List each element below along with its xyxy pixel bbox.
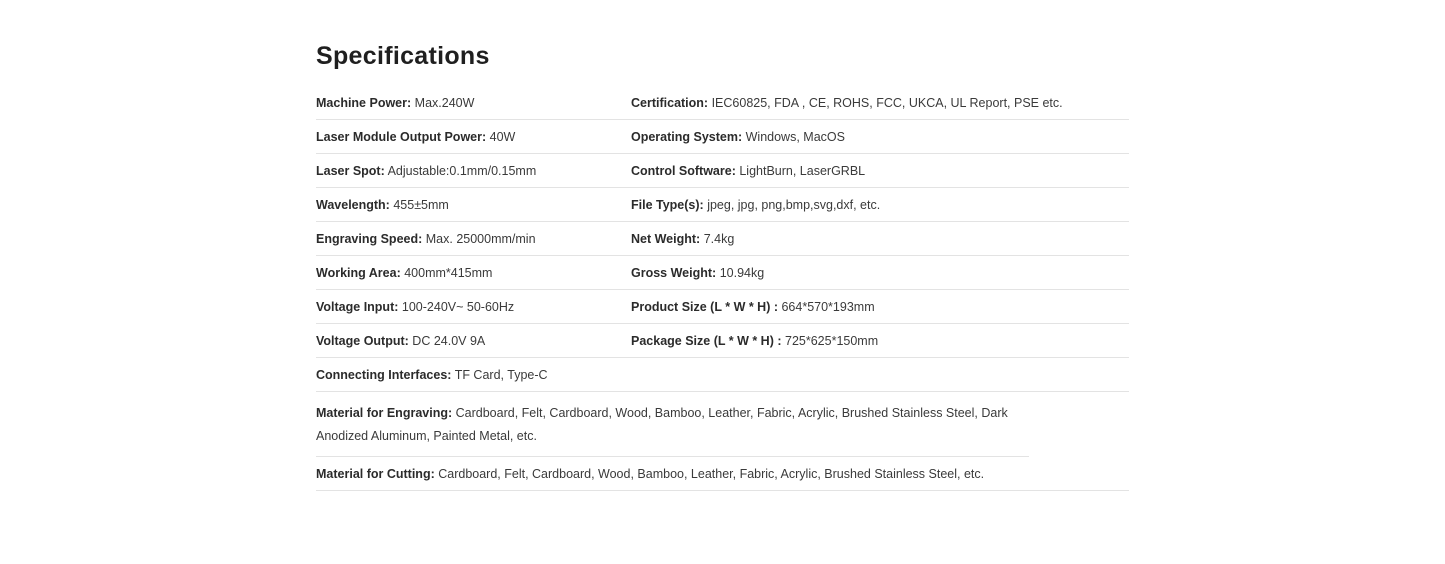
spec-product-size bbox=[631, 290, 875, 323]
spec-value: Max. 25000mm/min bbox=[425, 232, 536, 246]
spec-value: 455±5mm bbox=[393, 198, 449, 212]
spec-value: 725*625*150mm bbox=[785, 334, 879, 348]
spec-machine-power bbox=[316, 86, 474, 119]
spec-value: IEC60825, FDA , CE, ROHS, FCC, UKCA, UL Report, PSE etc. bbox=[711, 96, 1063, 110]
spec-label: Voltage Input: bbox=[316, 300, 399, 314]
spec-certification bbox=[631, 86, 1063, 119]
spec-value: 400mm*415mm bbox=[404, 266, 493, 280]
spec-value: 664*570*193mm bbox=[781, 300, 875, 314]
spec-wavelength bbox=[316, 188, 449, 221]
spec-engraving-speed bbox=[316, 222, 536, 255]
spec-label: Material for Engraving: bbox=[316, 406, 453, 420]
spec-voltage-input bbox=[316, 290, 514, 323]
spec-table bbox=[316, 86, 1129, 491]
spec-value: Max.240W bbox=[414, 96, 475, 110]
spec-label: Working Area: bbox=[316, 266, 401, 280]
spec-row bbox=[316, 120, 1129, 154]
spec-value: 100-240V~ 50-60Hz bbox=[401, 300, 515, 314]
spec-working-area bbox=[316, 256, 492, 289]
spec-value: Adjustable:0.1mm/0.15mm bbox=[387, 164, 537, 178]
spec-laser-output-power bbox=[316, 120, 515, 153]
spec-label: Laser Module Output Power: bbox=[316, 130, 487, 144]
spec-operating-system bbox=[631, 120, 845, 153]
spec-label: Package Size (L * W * H) : bbox=[631, 334, 782, 348]
spec-label: Engraving Speed: bbox=[316, 232, 423, 246]
spec-row bbox=[316, 324, 1129, 358]
spec-row bbox=[316, 86, 1129, 120]
spec-label: Material for Cutting: bbox=[316, 467, 435, 481]
spec-value: 7.4kg bbox=[703, 232, 735, 246]
spec-row bbox=[316, 188, 1129, 222]
spec-label: Control Software: bbox=[631, 164, 736, 178]
spec-control-software bbox=[631, 154, 865, 187]
spec-row bbox=[316, 290, 1129, 324]
spec-label: Laser Spot: bbox=[316, 164, 385, 178]
spec-net-weight bbox=[631, 222, 734, 255]
spec-label: Product Size (L * W * H) : bbox=[631, 300, 778, 314]
spec-connecting-interfaces bbox=[316, 358, 548, 391]
spec-material-engraving bbox=[316, 392, 1029, 457]
spec-value: LightBurn, LaserGRBL bbox=[739, 164, 866, 178]
spec-value: 10.94kg bbox=[719, 266, 765, 280]
spec-row bbox=[316, 358, 1129, 392]
spec-label: Voltage Output: bbox=[316, 334, 409, 348]
spec-value: Cardboard, Felt, Cardboard, Wood, Bamboo, Leather, Fabric, Acrylic, Brushed Stainless Steel, etc. bbox=[438, 467, 985, 481]
spec-row bbox=[316, 222, 1129, 256]
spec-label: Net Weight: bbox=[631, 232, 701, 246]
spec-value: Windows, MacOS bbox=[745, 130, 845, 144]
spec-package-size bbox=[631, 324, 878, 357]
spec-voltage-output bbox=[316, 324, 485, 357]
spec-gross-weight bbox=[631, 256, 764, 289]
spec-row bbox=[316, 154, 1129, 188]
spec-value: 40W bbox=[489, 130, 516, 144]
spec-file-types bbox=[631, 188, 880, 221]
spec-label: Connecting Interfaces: bbox=[316, 368, 452, 382]
spec-label: Gross Weight: bbox=[631, 266, 717, 280]
spec-laser-spot bbox=[316, 154, 536, 187]
spec-label: Wavelength: bbox=[316, 198, 390, 212]
spec-label: File Type(s): bbox=[631, 198, 704, 212]
spec-label: Operating System: bbox=[631, 130, 743, 144]
page-title: Specifications bbox=[316, 42, 490, 70]
spec-value: TF Card, Type-C bbox=[454, 368, 548, 382]
spec-label: Certification: bbox=[631, 96, 709, 110]
spec-value: Cardboard, Felt, Cardboard, Wood, Bamboo, Leather, Fabric, Acrylic, Brushed Stainless Steel, Dark Anodized Aluminum, Painted Metal, etc. bbox=[316, 406, 1008, 443]
spec-value: DC 24.0V 9A bbox=[412, 334, 486, 348]
spec-label: Machine Power: bbox=[316, 96, 412, 110]
spec-row bbox=[316, 256, 1129, 290]
spec-value: jpeg, jpg, png,bmp,svg,dxf, etc. bbox=[707, 198, 881, 212]
spec-material-cutting bbox=[316, 457, 1129, 491]
